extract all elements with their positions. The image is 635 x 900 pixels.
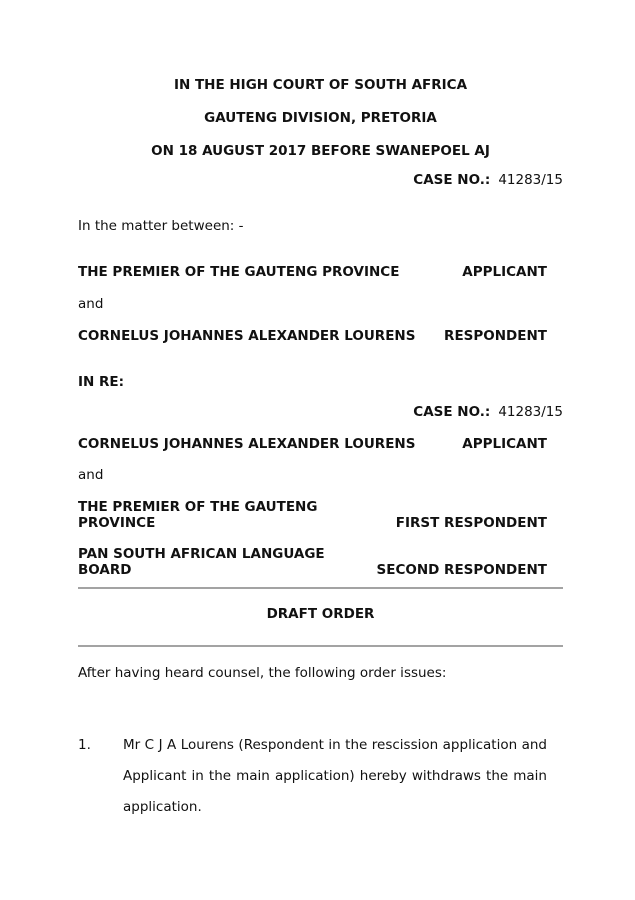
main-applicant-role: APPLICANT: [462, 436, 547, 452]
case-number-label: CASE NO.:: [413, 172, 491, 188]
court-name-heading: IN THE HIGH COURT OF SOUTH AFRICA: [173, 77, 468, 93]
order-preamble: After having heard counsel, the following order issues:: [78, 665, 447, 681]
order-item-1: [78, 730, 563, 823]
divider-below-title: [78, 645, 563, 647]
hearing-date-heading: ON 18 AUGUST 2017 BEFORE SWANEPOEL AJ: [151, 143, 490, 159]
main-case-number-value: 41283/15: [498, 404, 563, 420]
main-applicant-row: [78, 436, 563, 452]
order-item-text: Mr C J A Lourens (Respondent in the rescission application and Applicant in the main application) hereby withdraws the main application.: [123, 737, 547, 815]
main-applicant-name: CORNELUS JOHANNES ALEXANDER LOURENS: [78, 436, 416, 452]
second-respondent-row: [78, 546, 563, 578]
matter-between-line: In the matter between: -: [78, 218, 244, 234]
draft-order-title: DRAFT ORDER: [266, 606, 375, 622]
first-respondent-name: THE PREMIER OF THE GAUTENG PROVINCE: [78, 499, 318, 531]
second-respondent-role: SECOND RESPONDENT: [376, 562, 547, 578]
conjunction-and-1: and: [78, 296, 104, 312]
main-case-number-label: CASE NO.:: [413, 404, 491, 420]
case-number-row-main: [78, 404, 563, 420]
case-number-row-top: [78, 172, 563, 188]
conjunction-and-2: and: [78, 467, 104, 483]
rescission-respondent-name: CORNELUS JOHANNES ALEXANDER LOURENS: [78, 328, 416, 344]
rescission-applicant-role: APPLICANT: [462, 264, 547, 280]
rescission-respondent-role: RESPONDENT: [444, 328, 547, 344]
rescission-applicant-name: THE PREMIER OF THE GAUTENG PROVINCE: [78, 264, 400, 280]
case-number-value: 41283/15: [498, 172, 563, 188]
second-respondent-name: PAN SOUTH AFRICAN LANGUAGE BOARD: [78, 546, 325, 578]
court-division-heading: GAUTENG DIVISION, PRETORIA: [204, 110, 437, 126]
first-respondent-role: FIRST RESPONDENT: [395, 515, 547, 531]
order-item-number: 1.: [78, 737, 91, 753]
rescission-respondent-row: [78, 328, 563, 344]
first-respondent-row: [78, 499, 563, 531]
divider-above-title: [78, 587, 563, 589]
in-re-label: IN RE:: [78, 374, 125, 390]
rescission-applicant-row: [78, 264, 563, 280]
